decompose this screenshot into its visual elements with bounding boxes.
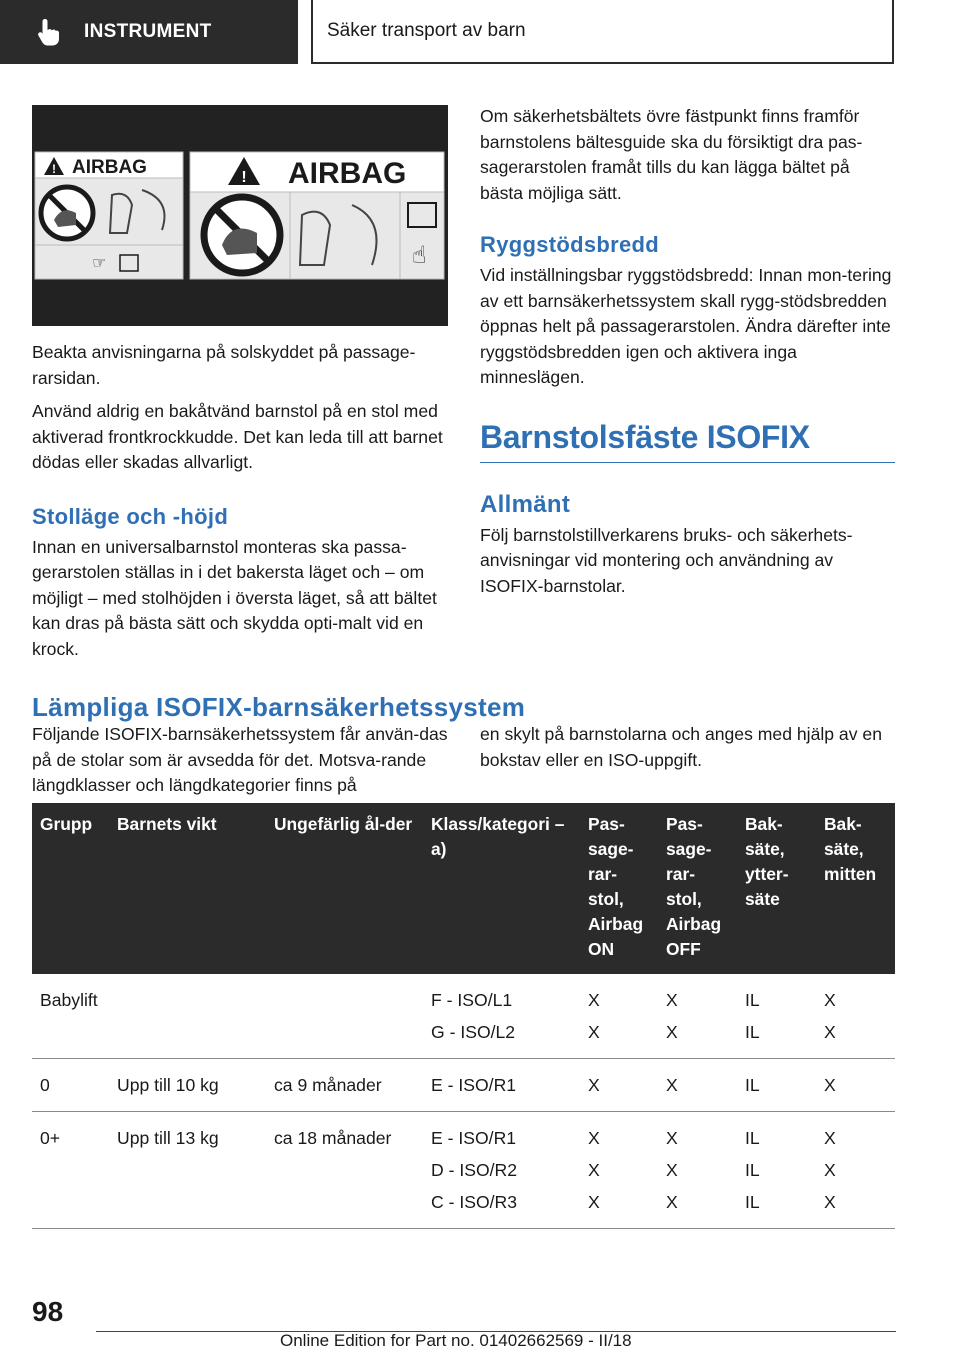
rear-facing-warning: Använd aldrig en bakåtvänd barnstol på en stol med aktiverad frontkrockkudde. Det kan leda till att barnet dödas eller skadas allvarligt.: [32, 401, 443, 472]
cell-group: 0+: [32, 1112, 109, 1229]
table-header-row: [32, 803, 895, 974]
cell-class: E - ISO/R1: [423, 1059, 580, 1112]
suitable-isofix-intro-left: Följande ISOFIX-barnsäkerhetssystem får använ‐das på de stolar som är avsedda för det. Motsva‐rande längdklasser och längdkategorier finns på: [32, 724, 448, 795]
col-header-rear-middle: Bak‐säte, mitten: [816, 803, 895, 974]
cell-class: F - ISO/L1 G - ISO/L2: [423, 974, 580, 1059]
cell-airbag-on: X X X: [580, 1112, 658, 1229]
general-heading: Allmänt: [480, 490, 571, 518]
col-header-rear-outer: Bak‐säte, ytter‐säte: [737, 803, 816, 974]
header-section-label: INSTRUMENT: [84, 21, 212, 42]
col-header-airbag-off: Pas‐sage‐rar‐stol, Airbag OFF: [658, 803, 737, 974]
cell-age: ca 18 månader: [266, 1112, 423, 1229]
col-header-age: Ungefärlig ål‐der: [266, 803, 423, 974]
isofix-heading-box: [480, 419, 895, 463]
left-column: [32, 340, 448, 662]
table-row: [32, 1059, 895, 1112]
footer-edition: Online Edition for Part no. 01402662569 - II/18: [280, 1331, 632, 1350]
right-column: [480, 104, 895, 599]
cell-group: 0: [32, 1059, 109, 1112]
col-header-group: Grupp: [32, 803, 109, 974]
cell-weight: Upp till 10 kg: [109, 1059, 266, 1112]
header-title-box: [311, 0, 894, 64]
cell-rear-middle: X X: [816, 974, 895, 1059]
header-section-tab: [0, 0, 298, 64]
svg-text:!: !: [241, 169, 247, 186]
cell-weight: Upp till 13 kg: [109, 1112, 266, 1229]
cell-rear-outer: IL IL: [737, 974, 816, 1059]
seat-position-text: Innan en universalbarnstol monteras ska passa‐gerarstolen ställas in i det bakersta läget och – om möjligt – med stolhöjden i översta läget, så att bältet kan dras på bästa sätt och skydda opti‐malt vid en krock.: [32, 536, 437, 659]
pointing-hand-icon: [36, 17, 62, 47]
table-row: [32, 974, 895, 1059]
cell-airbag-on: X X: [580, 974, 658, 1059]
airbag-label-left: AIRBAG: [72, 157, 147, 178]
cell-class: E - ISO/R1 D - ISO/R2 C - ISO/R3: [423, 1112, 580, 1229]
backrest-width-text: Vid inställningsbar ryggstödsbredd: Innan mon‐tering av ett barnsäkerhetssystem skall rygg‐stödsbredden öppnas helt på passagerarstolen. Ändra därefter inte ryggstödsbredden igen och aktivera inga minneslägen.: [480, 265, 892, 387]
cell-airbag-off: X X X: [658, 1112, 737, 1229]
cell-weight: [109, 974, 266, 1059]
cell-rear-middle: X X X: [816, 1112, 895, 1229]
seat-position-heading: Stolläge och -höjd: [32, 503, 229, 529]
header-title: Säker transport av barn: [327, 20, 526, 41]
cell-rear-middle: X: [816, 1059, 895, 1112]
suitable-isofix-intro-right: en skylt på barnstolarna och anges med hjälp av en bokstav eller en ISO-uppgift.: [480, 724, 882, 770]
backrest-width-heading: Ryggstödsbredd: [480, 232, 659, 257]
isofix-table: [32, 803, 895, 1229]
cell-airbag-off: X: [658, 1059, 737, 1112]
belt-guide-text: Om säkerhetsbältets övre fästpunkt finns framför barnstolens bältesguide ska du försiktigt dra pas‐sagerarstolen framåt tills du kan lägga bältet på bästa möjliga sätt.: [480, 106, 863, 203]
svg-text:!: !: [52, 162, 56, 176]
cell-rear-outer: IL: [737, 1059, 816, 1112]
suitable-isofix-heading: Lämpliga ISOFIX-barnsäkerhetssystem: [32, 692, 526, 722]
hand-icon: ☝: [412, 241, 427, 269]
airbag-warning-image: [32, 105, 448, 326]
col-header-airbag-on: Pas‐sage‐rar‐stol, Airbag ON: [580, 803, 658, 974]
cell-age: [266, 974, 423, 1059]
cell-rear-outer: IL IL IL: [737, 1112, 816, 1229]
col-header-weight: Barnets vikt: [109, 803, 266, 974]
col-header-class: Klass/kategori – a): [423, 803, 580, 974]
cell-airbag-on: X: [580, 1059, 658, 1112]
general-text: Följ barnstolstillverkarens bruks- och säkerhets‐anvisningar vid montering och användning av ISOFIX-barnstolar.: [480, 524, 853, 596]
cell-age: ca 9 månader: [266, 1059, 423, 1112]
airbag-warning-labels: [32, 105, 448, 326]
table-row: [32, 1112, 895, 1229]
cell-group: Babylift: [32, 974, 109, 1059]
cell-airbag-off: X X: [658, 974, 737, 1059]
sunvisor-note: Beakta anvisningarna på solskyddet på passage‐rarsidan.: [32, 342, 416, 388]
isofix-heading: Barnstolsfäste ISOFIX: [480, 418, 810, 455]
airbag-label-right: AIRBAG: [288, 157, 407, 190]
page-number: 98: [32, 1296, 64, 1327]
manual-hand-icon: ☞: [92, 253, 107, 272]
